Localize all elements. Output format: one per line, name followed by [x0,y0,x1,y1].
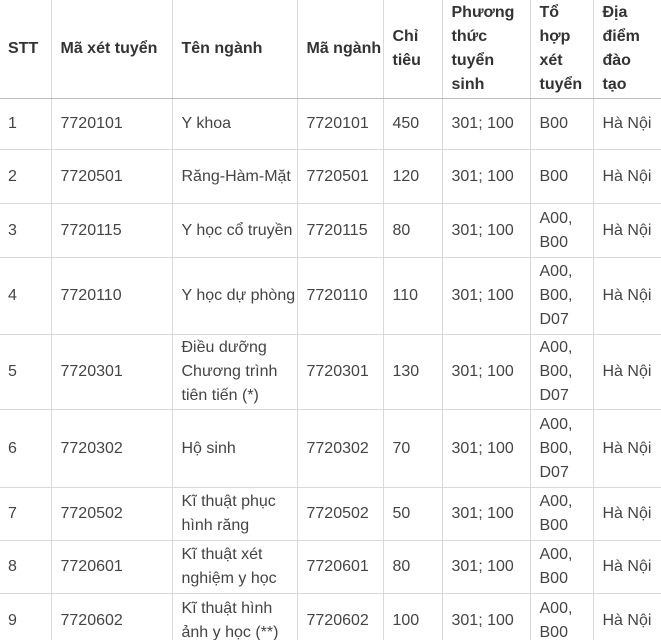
header-ten-nganh: Tên ngành [172,0,297,99]
cell-ma-xet-tuyen: 7720502 [51,488,172,541]
cell-to-hop: A00, B00, D07 [530,410,593,488]
cell-phuong-thuc: 301; 100 [442,204,530,258]
cell-phuong-thuc: 301; 100 [442,99,530,150]
cell-ma-xet-tuyen: 7720101 [51,99,172,150]
header-stt: STT [0,0,51,99]
cell-dia-diem: Hà Nội [593,410,661,488]
cell-ma-xet-tuyen: 7720110 [51,258,172,335]
header-ma-nganh: Mã ngành [297,0,383,99]
cell-ma-xet-tuyen: 7720602 [51,594,172,640]
cell-chi-tieu: 50 [383,488,442,541]
cell-ma-nganh: 7720301 [297,335,383,410]
cell-ten-nganh: Hộ sinh [172,410,297,488]
cell-ten-nganh: Y khoa [172,99,297,150]
cell-ten-nganh: Răng-Hàm-Mặt [172,150,297,204]
cell-ma-nganh: 7720115 [297,204,383,258]
cell-stt: 9 [0,594,51,640]
cell-stt: 4 [0,258,51,335]
cell-phuong-thuc: 301; 100 [442,541,530,594]
cell-ma-nganh: 7720502 [297,488,383,541]
cell-ten-nganh: Kĩ thuật xét nghiệm y học [172,541,297,594]
cell-chi-tieu: 70 [383,410,442,488]
cell-to-hop: B00 [530,150,593,204]
cell-phuong-thuc: 301; 100 [442,258,530,335]
cell-stt: 3 [0,204,51,258]
cell-ten-nganh: Kĩ thuật hình ảnh y học (**) [172,594,297,640]
cell-stt: 6 [0,410,51,488]
cell-chi-tieu: 80 [383,204,442,258]
table-row [0,99,661,150]
cell-dia-diem: Hà Nội [593,204,661,258]
cell-stt: 8 [0,541,51,594]
cell-to-hop: A00, B00, D07 [530,335,593,410]
header-ma-xet-tuyen: Mã xét tuyển [51,0,172,99]
cell-phuong-thuc: 301; 100 [442,150,530,204]
cell-ma-nganh: 7720501 [297,150,383,204]
cell-chi-tieu: 80 [383,541,442,594]
table-row [0,204,661,258]
cell-ma-xet-tuyen: 7720302 [51,410,172,488]
cell-phuong-thuc: 301; 100 [442,594,530,640]
cell-dia-diem: Hà Nội [593,150,661,204]
cell-ten-nganh: Y học dự phòng [172,258,297,335]
cell-phuong-thuc: 301; 100 [442,488,530,541]
cell-chi-tieu: 130 [383,335,442,410]
cell-ten-nganh: Kĩ thuật phục hình răng [172,488,297,541]
cell-ma-nganh: 7720602 [297,594,383,640]
cell-ma-xet-tuyen: 7720115 [51,204,172,258]
cell-ma-nganh: 7720601 [297,541,383,594]
cell-ma-nganh: 7720302 [297,410,383,488]
cell-chi-tieu: 450 [383,99,442,150]
cell-to-hop: A00, B00 [530,488,593,541]
cell-stt: 7 [0,488,51,541]
cell-stt: 1 [0,99,51,150]
table-row [0,150,661,204]
cell-to-hop: A00, B00, D07 [530,258,593,335]
cell-dia-diem: Hà Nội [593,335,661,410]
cell-stt: 2 [0,150,51,204]
cell-ten-nganh: Y học cổ truyền [172,204,297,258]
cell-chi-tieu: 110 [383,258,442,335]
cell-chi-tieu: 120 [383,150,442,204]
table-row [0,488,661,541]
cell-phuong-thuc: 301; 100 [442,410,530,488]
cell-to-hop: B00 [530,99,593,150]
cell-ten-nganh: Điều dưỡng Chương trình tiên tiến (*) [172,335,297,410]
cell-dia-diem: Hà Nội [593,488,661,541]
cell-phuong-thuc: 301; 100 [442,335,530,410]
cell-to-hop: A00, B00 [530,541,593,594]
header-phuong-thuc: Phương thức tuyển sinh [442,0,530,99]
table-row [0,594,661,640]
cell-ma-nganh: 7720110 [297,258,383,335]
cell-ma-xet-tuyen: 7720501 [51,150,172,204]
cell-chi-tieu: 100 [383,594,442,640]
cell-ma-xet-tuyen: 7720601 [51,541,172,594]
cell-ma-nganh: 7720101 [297,99,383,150]
cell-dia-diem: Hà Nội [593,594,661,640]
cell-ma-xet-tuyen: 7720301 [51,335,172,410]
cell-dia-diem: Hà Nội [593,258,661,335]
cell-to-hop: A00, B00 [530,594,593,640]
table-row [0,258,661,335]
header-to-hop: Tổ hợp xét tuyển [530,0,593,99]
table-row [0,335,661,410]
table-row [0,541,661,594]
header-dia-diem: Địa điểm đào tạo [593,0,661,99]
table-header-row [0,0,661,99]
cell-dia-diem: Hà Nội [593,99,661,150]
table-row [0,410,661,488]
header-chi-tieu: Chỉ tiêu [383,0,442,99]
cell-dia-diem: Hà Nội [593,541,661,594]
cell-stt: 5 [0,335,51,410]
cell-to-hop: A00, B00 [530,204,593,258]
